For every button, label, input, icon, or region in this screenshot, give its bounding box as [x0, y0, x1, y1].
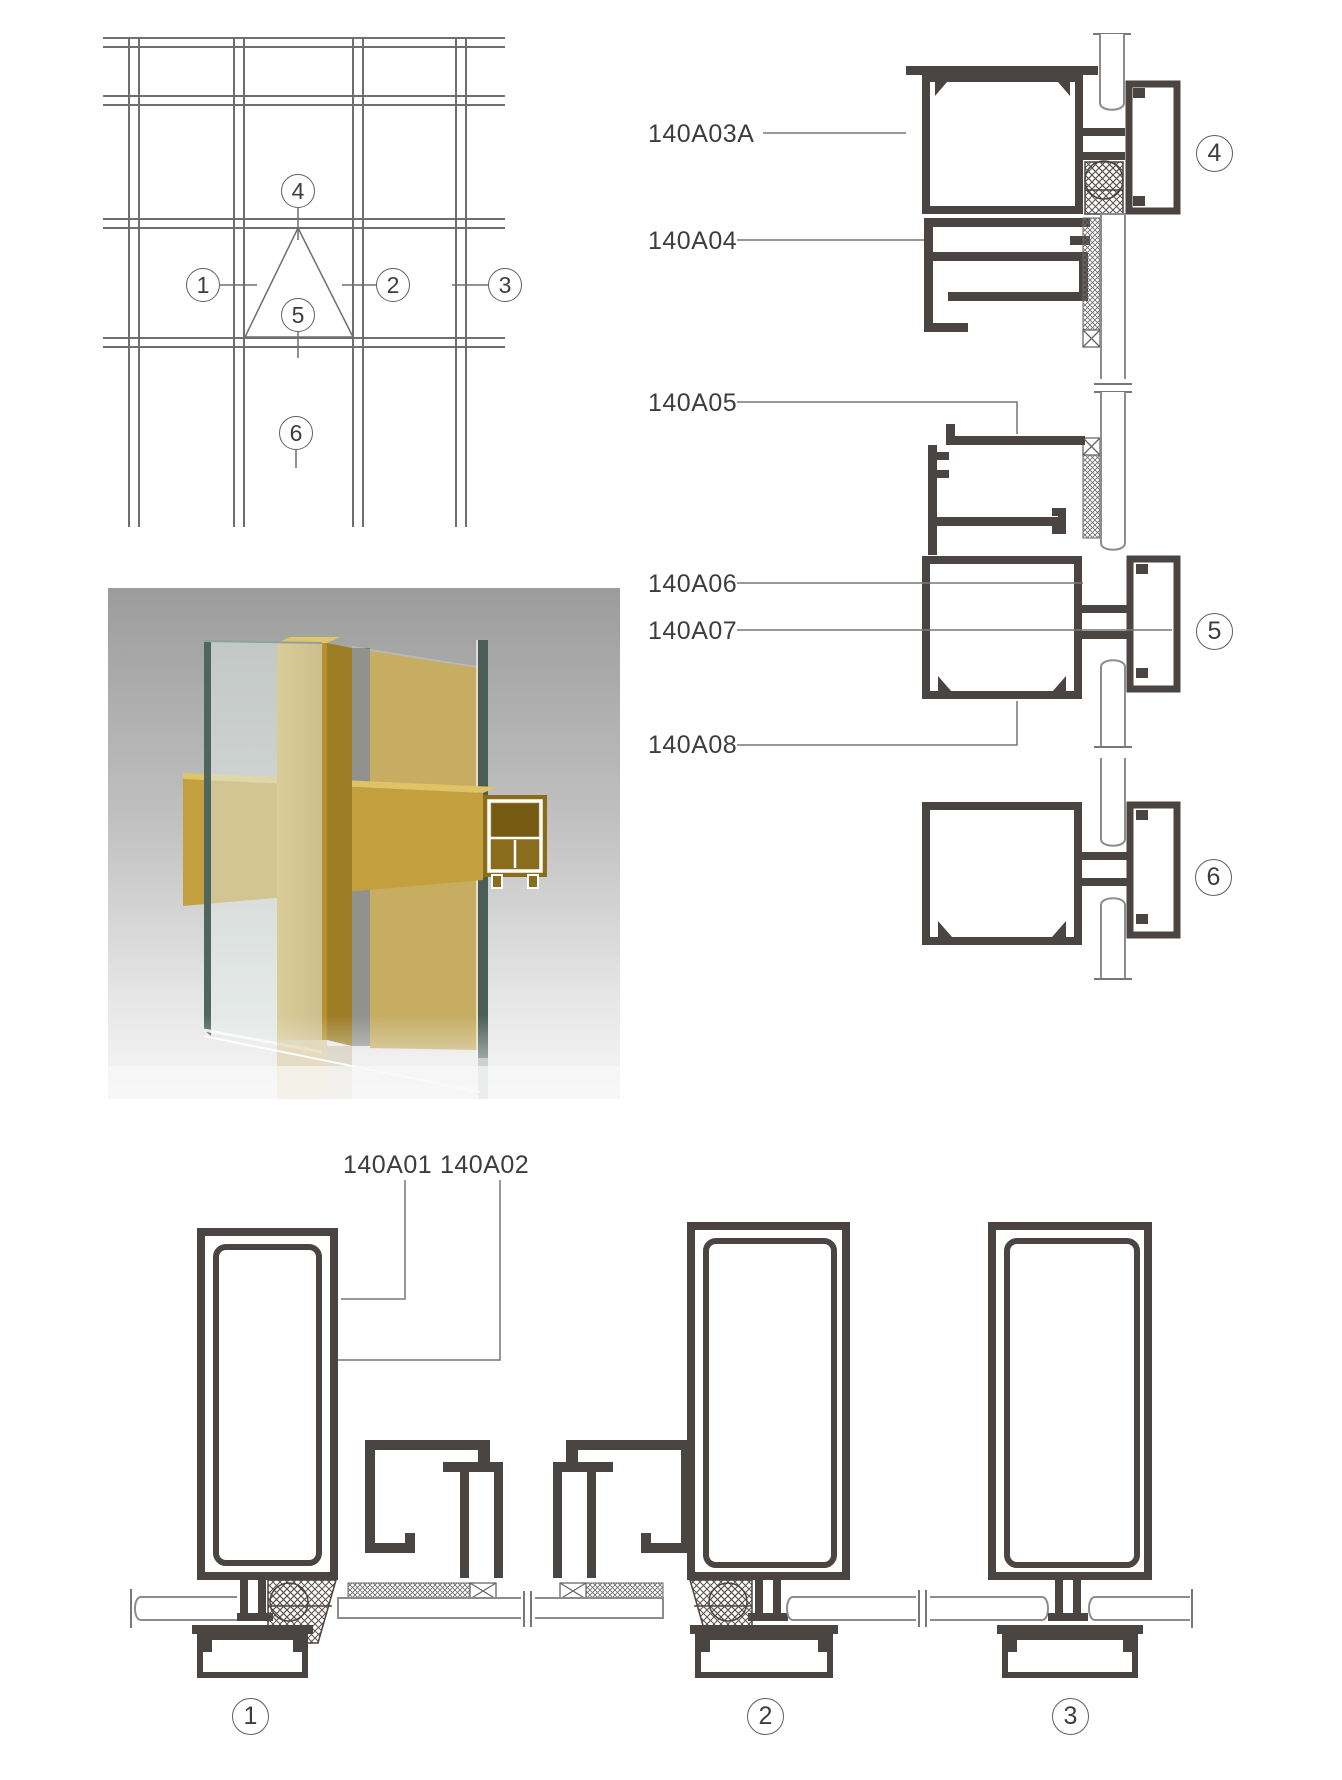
vent-frame-left: [365, 1440, 503, 1578]
marker-number: 3: [498, 271, 512, 298]
part-label-140a05: 140A05: [648, 389, 738, 417]
vent-frame-right: [553, 1440, 691, 1578]
plan-marker-2: [747, 1698, 784, 1735]
elevation-marker-5: [281, 298, 315, 332]
detail-6-mullion: [926, 805, 1177, 941]
marker-number: 2: [386, 271, 400, 298]
plan-marker-3: [1052, 1698, 1089, 1735]
part-label-140a07: 140A07: [648, 617, 738, 645]
render-3d: [108, 588, 620, 1099]
section-marker-4: [1196, 135, 1233, 172]
part-label-140a04: 140A04: [648, 227, 738, 255]
marker-number: 4: [291, 177, 305, 204]
marker-number: 2: [758, 1702, 773, 1730]
elevation-grid: [103, 38, 505, 527]
elevation-marker-6: [279, 416, 313, 450]
part-label-140a02: 140A02: [440, 1151, 530, 1179]
marker-number: 5: [291, 301, 305, 328]
part-label-140a06: 140A06: [648, 570, 738, 598]
marker-number: 5: [1207, 617, 1222, 645]
elevation-marker-2: [376, 268, 410, 302]
elevation-marker-4: [281, 174, 315, 208]
horizontal-plan-details: [131, 1180, 1192, 1675]
marker-number: 6: [1206, 863, 1221, 891]
detail-140a04-profile: [924, 218, 1090, 332]
cover-cap: [1129, 84, 1177, 211]
marker-number: 3: [1063, 1702, 1078, 1730]
elevation-marker-3: [488, 268, 522, 302]
part-label-140a03a: 140A03A: [648, 120, 755, 148]
section-marker-6: [1195, 859, 1232, 896]
marker-number: 1: [196, 271, 210, 298]
detail-4-transom: [906, 66, 1177, 214]
marker-number: 4: [1207, 139, 1222, 167]
marker-number: 1: [243, 1702, 258, 1730]
marker-number: 6: [289, 419, 303, 446]
elevation-marker-1: [186, 268, 220, 302]
part-label-140a01: 140A01: [343, 1151, 433, 1179]
vertical-section-details: [737, 34, 1177, 979]
detail-5-mullion: [926, 559, 1177, 695]
part-label-140a08: 140A08: [648, 731, 738, 759]
glass-pane: [208, 641, 322, 1052]
plan-marker-1: [232, 1698, 269, 1735]
detail-140a05-profile: [928, 424, 1085, 555]
section-marker-5: [1196, 613, 1233, 650]
